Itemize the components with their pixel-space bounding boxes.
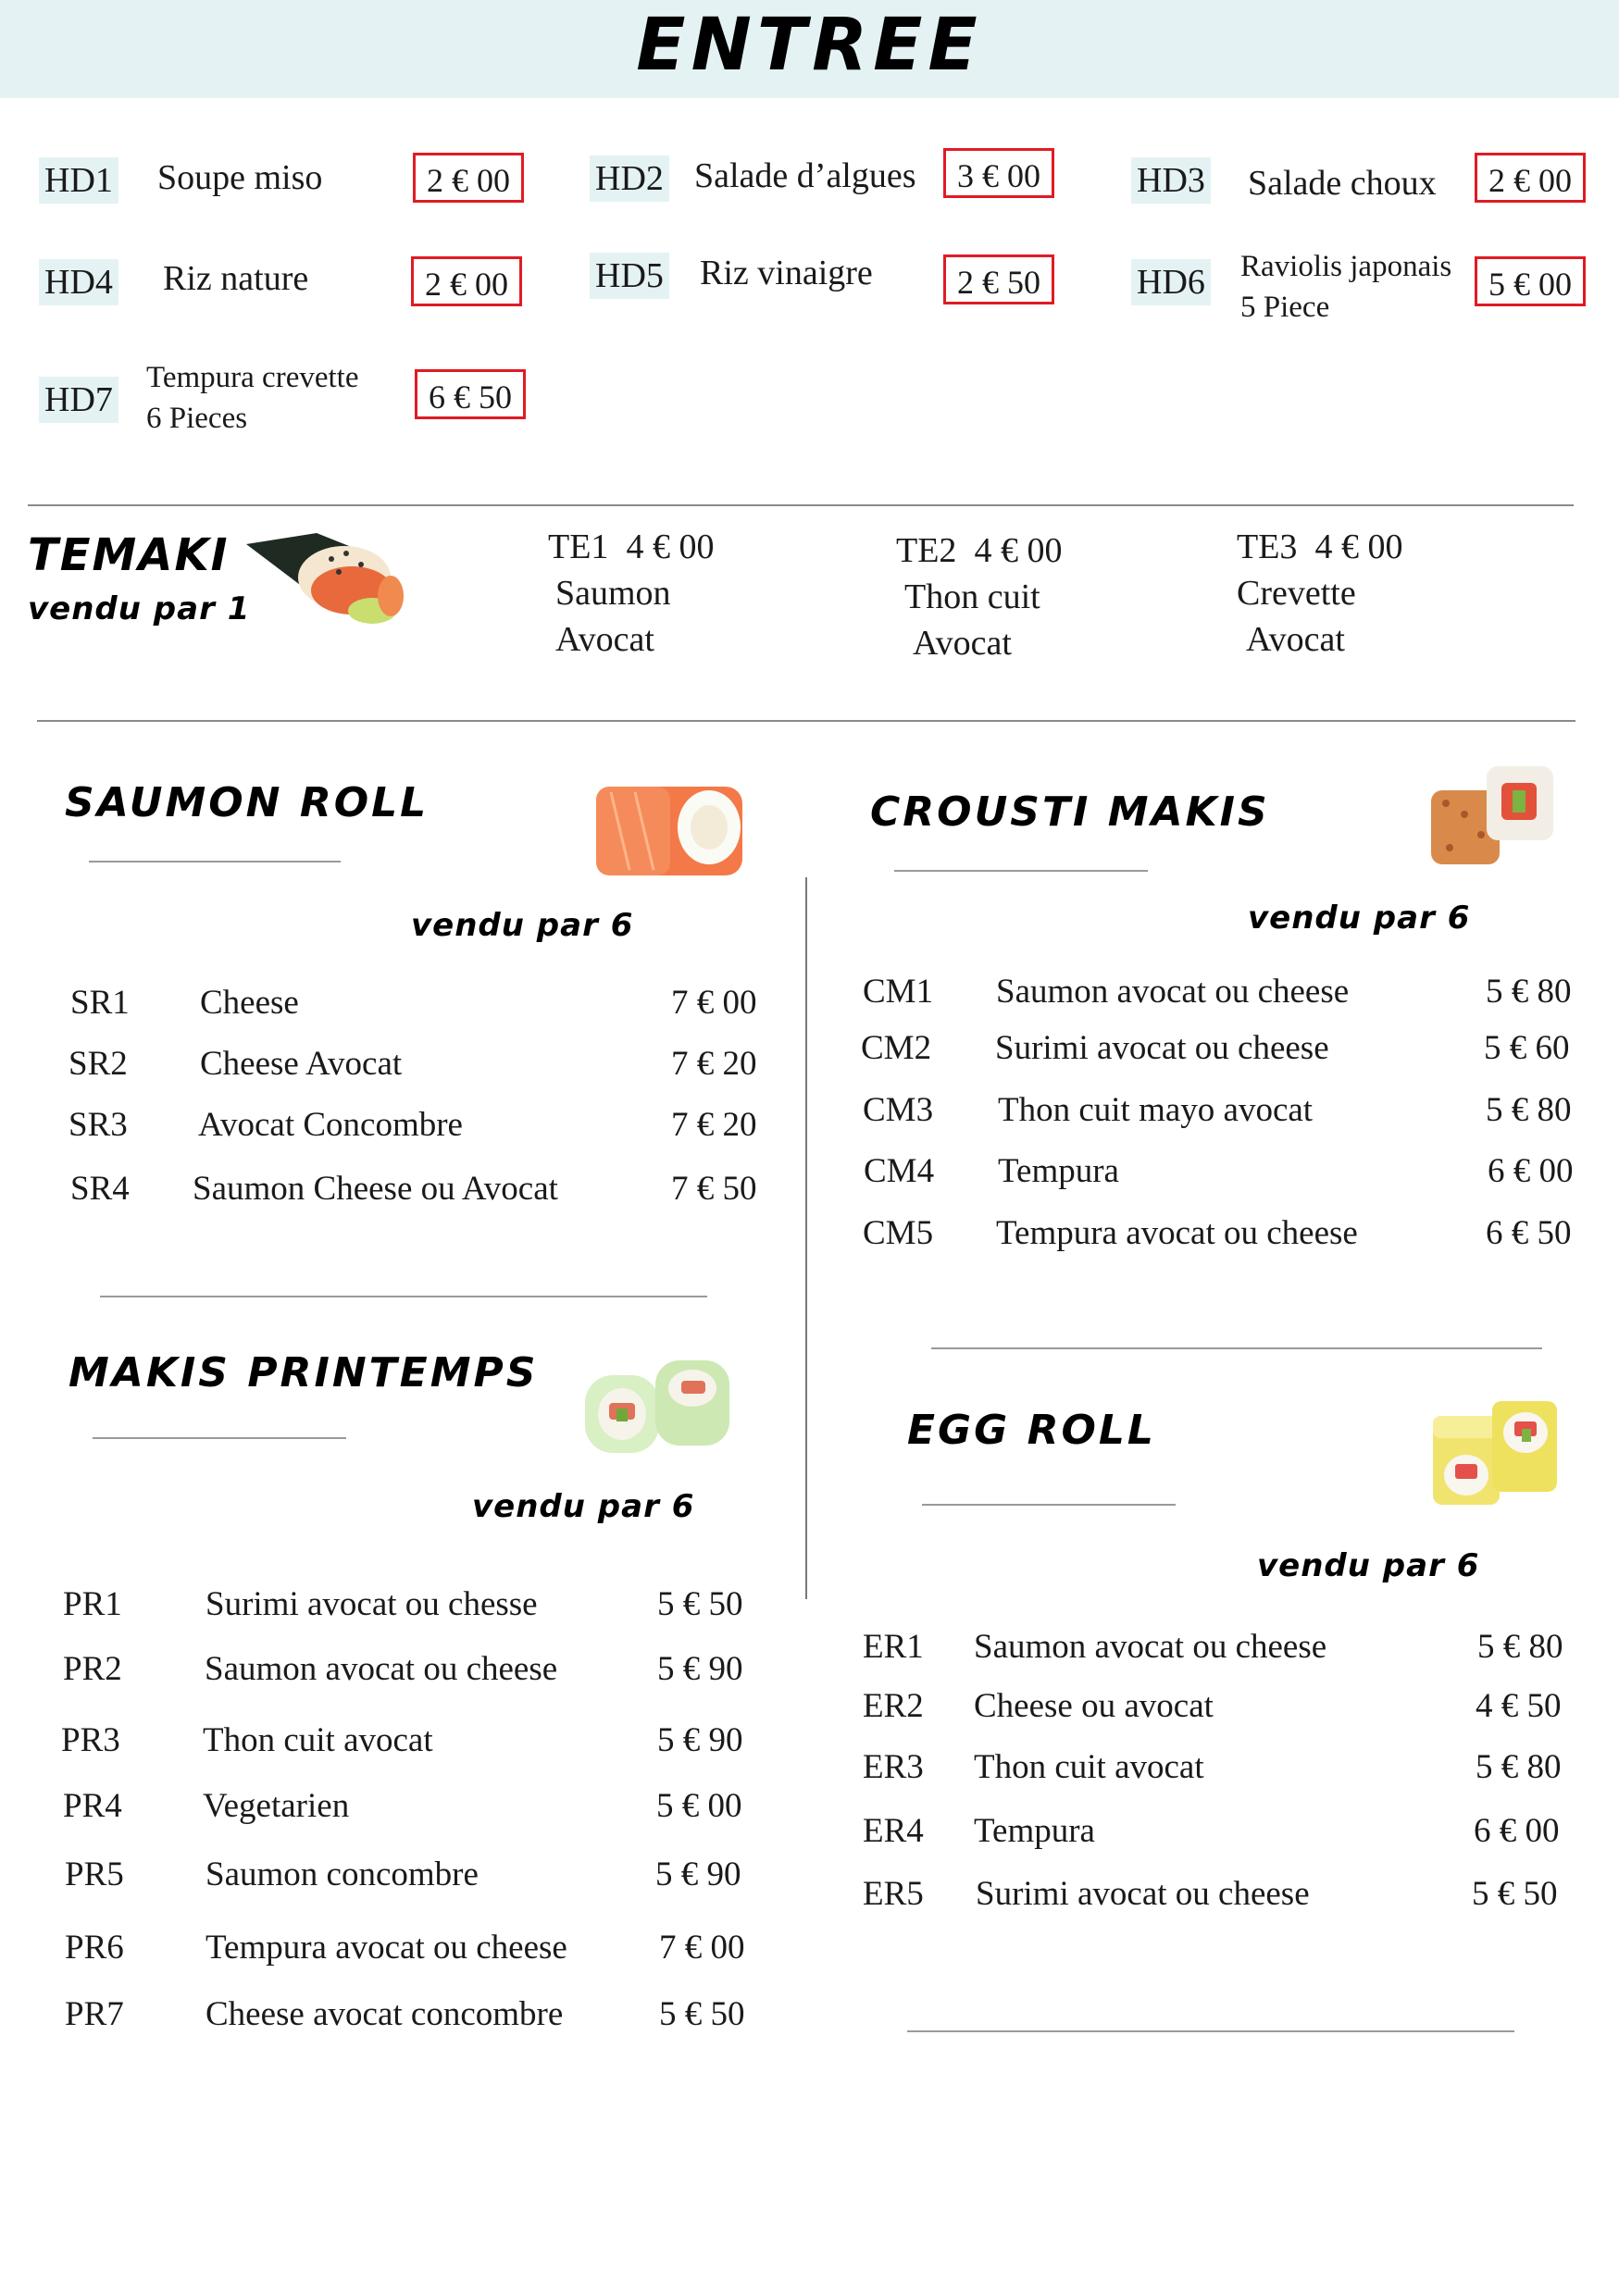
entree-code: HD5 (590, 253, 669, 299)
saumon-roll-title: SAUMON ROLL (65, 779, 430, 826)
menu-item-code: PR5 (65, 1855, 124, 1893)
column-divider (805, 877, 807, 1599)
menu-item-code: PR7 (65, 1995, 124, 2033)
saumon-roll-picture (592, 774, 746, 883)
menu-item-price: 5 € 80 (1486, 1091, 1572, 1129)
entree-name: Riz vinaigre (700, 254, 873, 292)
menu-item-price: 5 € 50 (659, 1995, 745, 2033)
entree-sub: 6 Pieces (146, 402, 248, 435)
temaki-line2: Avocat (555, 620, 654, 659)
temaki-item-code-price (548, 524, 714, 570)
menu-item-name: Thon cuit avocat (203, 1721, 433, 1759)
menu-item-name: Tempura (998, 1152, 1119, 1190)
menu-item-code: SR4 (70, 1170, 130, 1208)
crousti-makis-vendu: vendu par 6 (1248, 900, 1471, 937)
menu-item-name: Saumon avocat ou cheese (974, 1628, 1327, 1666)
menu-item-name: Saumon Cheese ou Avocat (193, 1170, 558, 1208)
menu-item-name: Surimi avocat ou chesse (205, 1585, 538, 1623)
crousti-makis-title: CROUSTI MAKIS (870, 788, 1270, 836)
menu-item-name: Saumon avocat ou cheese (205, 1650, 558, 1688)
menu-item-name: Saumon concombre (205, 1855, 479, 1893)
makis-printemps-picture (581, 1357, 733, 1458)
egg-roll-picture (1429, 1396, 1561, 1514)
menu-item-price: 5 € 90 (657, 1721, 743, 1759)
menu-item-name: Saumon avocat ou cheese (996, 973, 1350, 1011)
crousti-makis-picture (1427, 759, 1557, 872)
menu-item-name: Thon cuit avocat (974, 1748, 1204, 1786)
entree-name: Raviolis japonais (1240, 250, 1452, 283)
temaki-picture (243, 531, 409, 635)
menu-item-price: 6 € 00 (1474, 1812, 1560, 1850)
title-underline (89, 861, 341, 863)
menu-item-name: Cheese Avocat (200, 1045, 403, 1083)
entree-price: 2 € 50 (943, 254, 1054, 304)
temaki-line1: Crevette (1237, 574, 1356, 613)
page-title: ENTREE (636, 4, 983, 87)
menu-item-name: Cheese avocat concombre (205, 1995, 564, 2033)
temaki-title: TEMAKI (28, 529, 230, 581)
menu-item-name: Cheese ou avocat (974, 1687, 1214, 1725)
temaki-price: 4 € 00 (974, 531, 1063, 570)
menu-item-code: PR6 (65, 1929, 124, 1967)
menu-item-code: ER5 (863, 1875, 924, 1913)
menu-item-price: 7 € 50 (671, 1170, 757, 1208)
menu-item-price: 5 € 90 (657, 1650, 743, 1688)
menu-item-code: SR3 (68, 1106, 128, 1144)
menu-item-code: CM4 (864, 1152, 935, 1190)
entree-name: Salade d’algues (694, 156, 916, 195)
menu-item-code: SR1 (70, 984, 130, 1022)
egg-roll-vendu: vendu par 6 (1257, 1547, 1480, 1584)
menu-item-price: 6 € 00 (1488, 1152, 1574, 1190)
entree-price: 2 € 00 (1475, 153, 1586, 203)
entree-price: 2 € 00 (411, 256, 522, 306)
saumon-roll-vendu: vendu par 6 (411, 907, 634, 944)
makis-printemps-vendu: vendu par 6 (472, 1488, 695, 1525)
menu-item-price: 5 € 90 (655, 1855, 741, 1893)
temaki-code: TE3 (1237, 527, 1298, 566)
menu-item-code: ER3 (863, 1748, 924, 1786)
temaki-line1: Thon cuit (904, 577, 1040, 616)
menu-item-price: 5 € 00 (656, 1787, 742, 1825)
temaki-vendu: vendu par 1 (28, 590, 251, 627)
divider (100, 1296, 707, 1297)
entree-price: 2 € 00 (413, 153, 524, 203)
entree-name: Tempura crevette (146, 361, 359, 394)
menu-item-price: 5 € 60 (1484, 1029, 1570, 1067)
menu-item-price: 5 € 80 (1477, 1628, 1563, 1666)
temaki-code: TE2 (896, 531, 957, 570)
temaki-item-code-price (896, 527, 1062, 574)
temaki-price: 4 € 00 (626, 527, 715, 566)
temaki-item-code-price (1237, 524, 1402, 570)
egg-roll-title: EGG ROLL (907, 1407, 1156, 1454)
temaki-code: TE1 (548, 527, 609, 566)
menu-item-price: 5 € 50 (1472, 1875, 1558, 1913)
menu-item-price: 6 € 50 (1486, 1214, 1572, 1252)
entree-price: 6 € 50 (415, 369, 526, 419)
temaki-line2: Avocat (913, 624, 1012, 663)
menu-item-price: 5 € 50 (657, 1585, 743, 1623)
menu-item-code: CM2 (861, 1029, 932, 1067)
entree-sub: 5 Piece (1240, 291, 1330, 324)
menu-item-code: PR3 (61, 1721, 120, 1759)
temaki-line2: Avocat (1246, 620, 1345, 659)
menu-item-name: Tempura avocat ou cheese (205, 1929, 567, 1967)
entree-code: HD4 (39, 259, 118, 305)
menu-item-price: 7 € 20 (671, 1106, 757, 1144)
entree-name: Riz nature (163, 259, 309, 298)
entree-code: HD7 (39, 377, 118, 423)
menu-item-price: 7 € 20 (671, 1045, 757, 1083)
divider (907, 2030, 1514, 2032)
title-underline (922, 1504, 1176, 1506)
menu-item-price: 7 € 00 (659, 1929, 745, 1967)
title-underline (894, 870, 1148, 872)
temaki-price: 4 € 00 (1314, 527, 1403, 566)
menu-item-name: Surimi avocat ou cheese (995, 1029, 1329, 1067)
menu-item-code: PR2 (63, 1650, 122, 1688)
menu-item-name: Thon cuit mayo avocat (998, 1091, 1314, 1129)
divider (28, 504, 1574, 506)
entree-name: Salade choux (1248, 164, 1437, 203)
entree-name: Soupe miso (157, 158, 323, 197)
entree-code: HD2 (590, 155, 669, 202)
entree-code: HD1 (39, 157, 118, 204)
menu-item-price: 4 € 50 (1476, 1687, 1562, 1725)
menu-item-code: PR4 (63, 1787, 122, 1825)
menu-item-code: CM1 (863, 973, 934, 1011)
menu-item-code: ER4 (863, 1812, 924, 1850)
menu-item-code: CM3 (863, 1091, 934, 1129)
divider (931, 1347, 1542, 1349)
makis-printemps-title: MAKIS PRINTEMPS (68, 1349, 539, 1396)
menu-item-code: CM5 (863, 1214, 934, 1252)
menu-item-code: ER1 (863, 1628, 924, 1666)
menu-item-price: 5 € 80 (1476, 1748, 1562, 1786)
title-underline (93, 1437, 346, 1439)
menu-item-price: 7 € 00 (671, 984, 757, 1022)
entree-code: HD6 (1131, 259, 1211, 305)
entree-price: 3 € 00 (943, 148, 1054, 198)
menu-item-name: Cheese (200, 984, 299, 1022)
menu-item-code: ER2 (863, 1687, 924, 1725)
entree-code: HD3 (1131, 157, 1211, 204)
menu-item-name: Vegetarien (203, 1787, 350, 1825)
temaki-line1: Saumon (555, 574, 671, 613)
menu-item-price: 5 € 80 (1486, 973, 1572, 1011)
menu-item-code: SR2 (68, 1045, 128, 1083)
divider (37, 720, 1575, 722)
menu-item-name: Surimi avocat ou cheese (976, 1875, 1310, 1913)
menu-item-name: Tempura (974, 1812, 1095, 1850)
entree-price: 5 € 00 (1475, 256, 1586, 306)
menu-item-name: Avocat Concombre (198, 1106, 463, 1144)
menu-item-code: PR1 (63, 1585, 122, 1623)
menu-item-name: Tempura avocat ou cheese (996, 1214, 1358, 1252)
